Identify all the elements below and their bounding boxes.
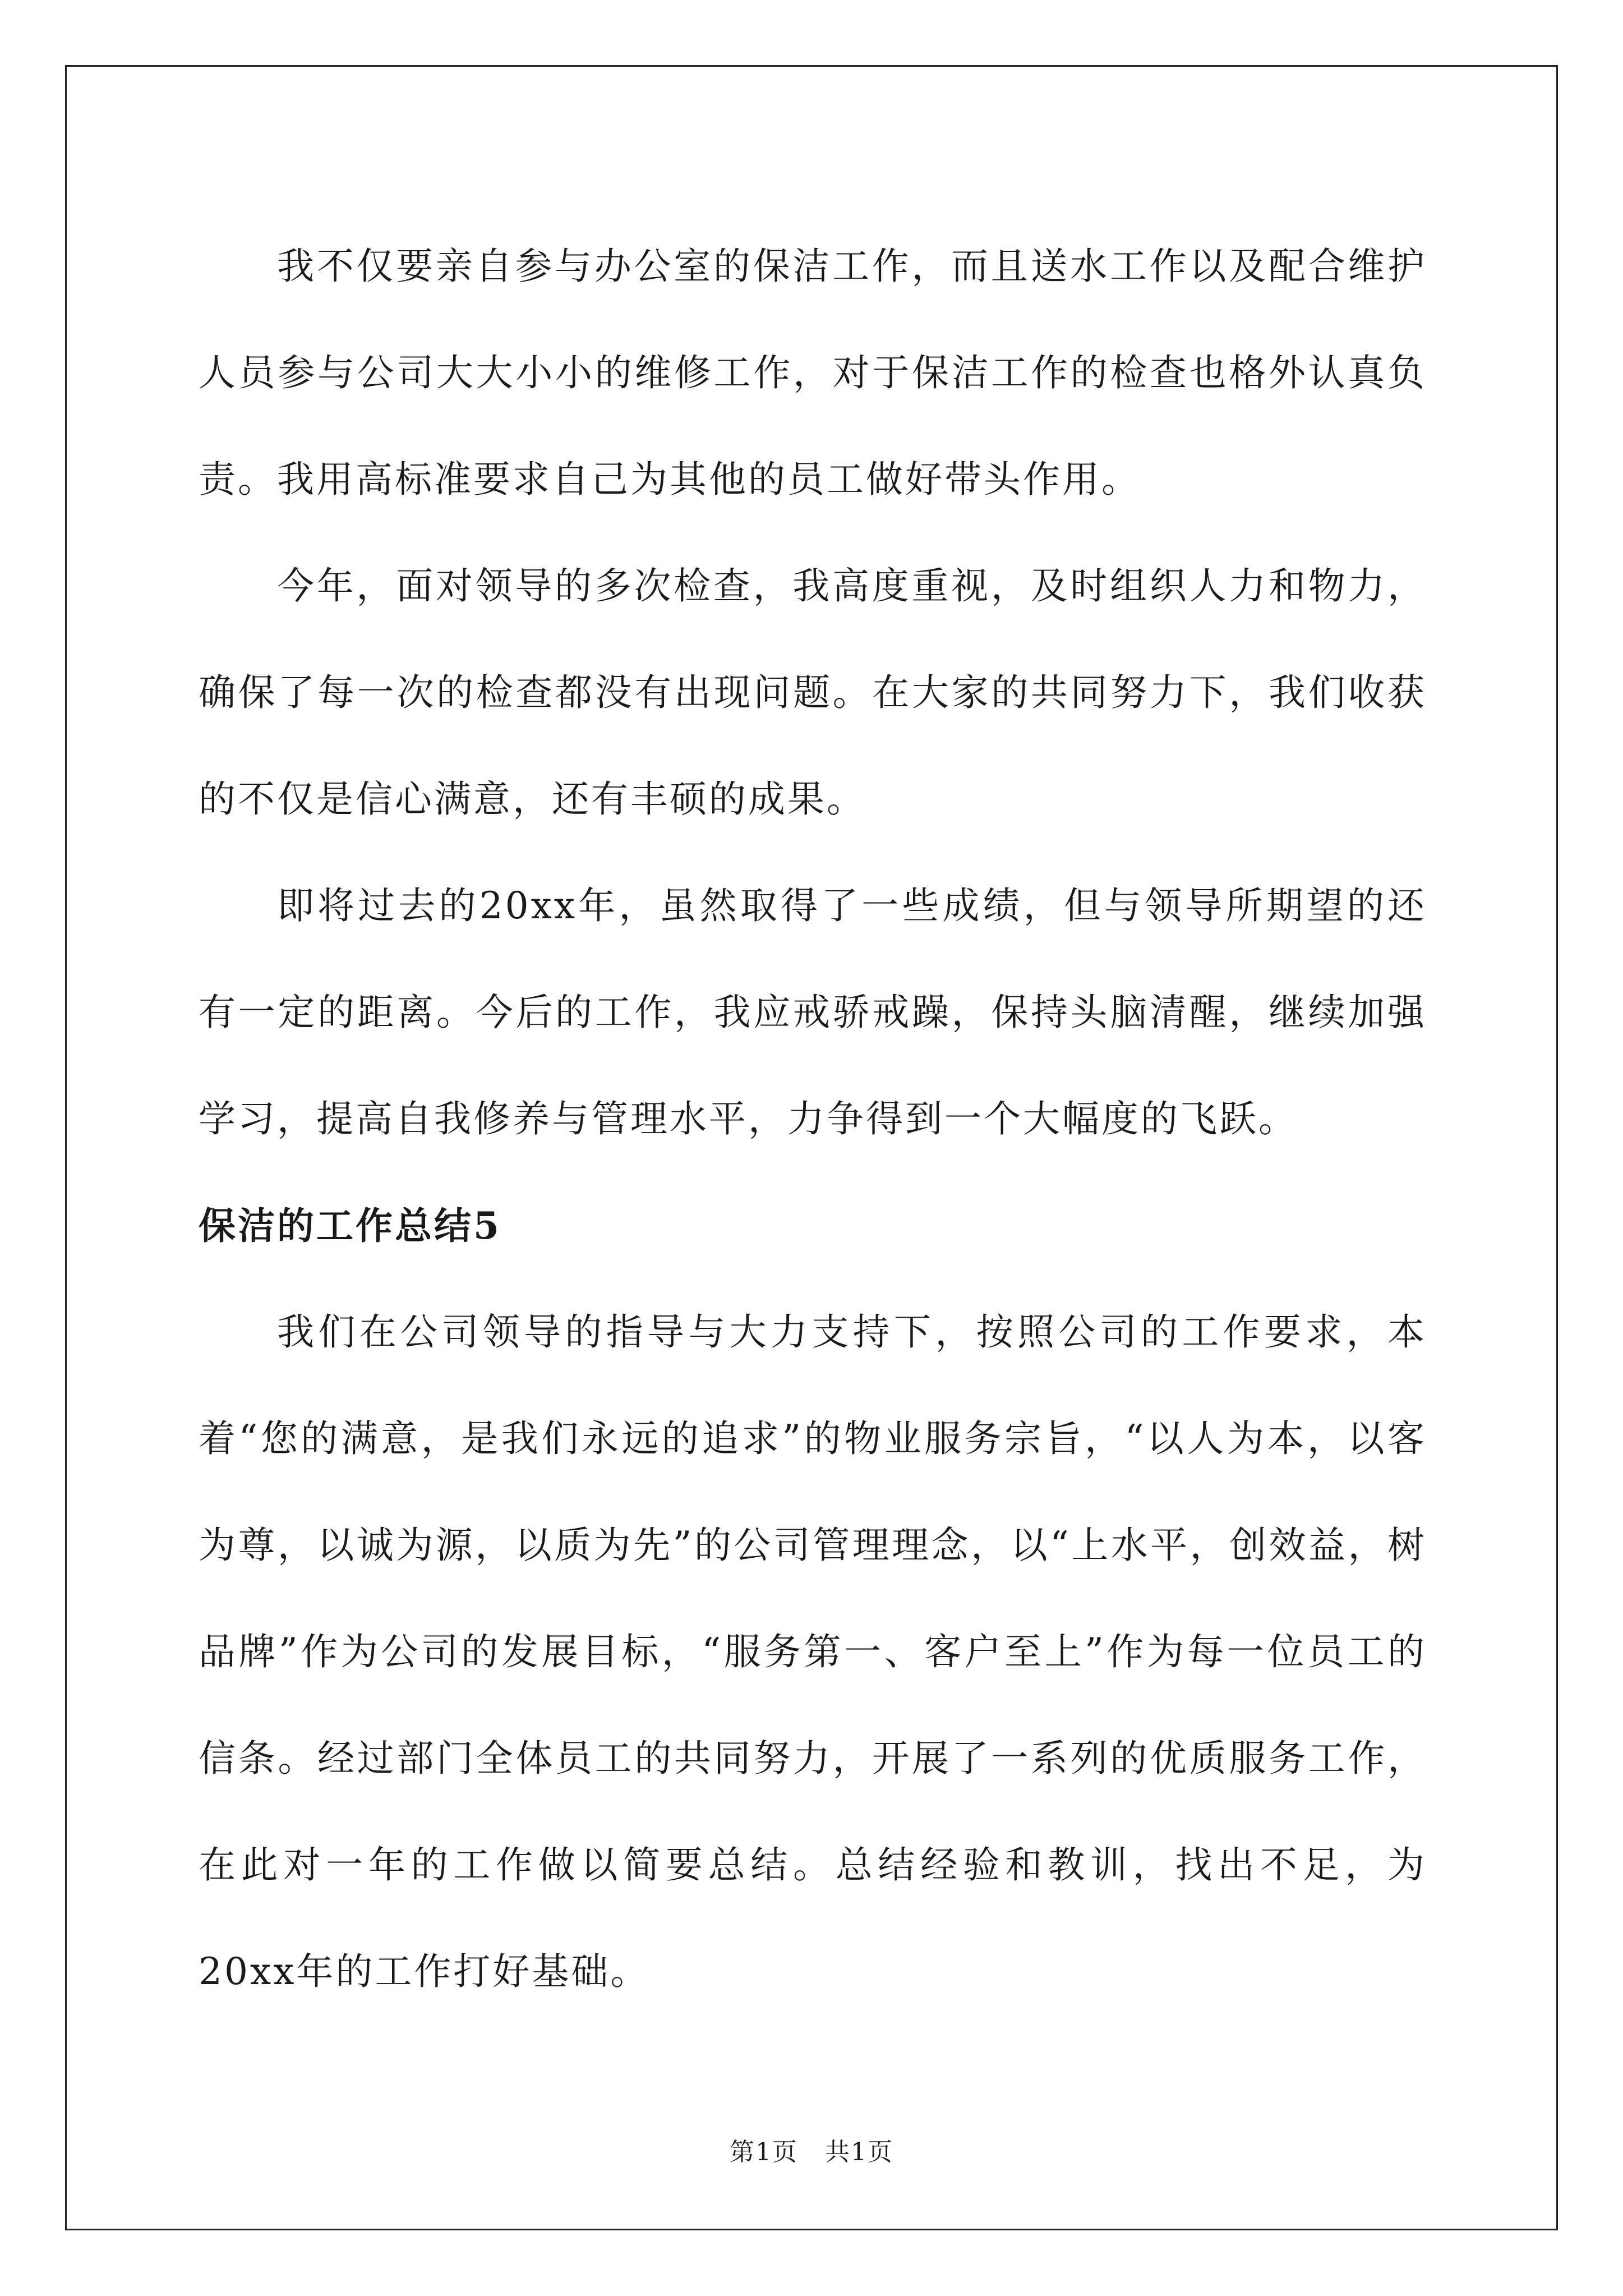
paragraph: 我不仅要亲自参与办公室的保洁工作，而且送水工作以及配合维护人员参与公司大大小小的维修工作，对于保洁工作的检查也格外认真负责。我用高标准要求自己为其他的员工做好带头作用。 bbox=[199, 245, 1427, 501]
page-number: 第1页 bbox=[730, 2138, 799, 2166]
paragraph: 我们在公司领导的指导与大力支持下，按照公司的工作要求，本着“您的满意，是我们永远的追求”的物业服务宗旨，“以人为本，以客为尊，以诚为源，以质为先”的公司管理理念，以“上水平，创效益，树品牌”作为公司的发展目标，“服务第一、客户至上”作为每一位员工的信条。经过部门全体员工的共同努力，开展了一系列的优质服务工作，在此对一年的工作做以简要总结。总结经验和教训，找出不足，为20xx年的工作打好基础。 bbox=[199, 1310, 1427, 1993]
page-total: 共1页 bbox=[824, 2138, 893, 2166]
document-body bbox=[199, 213, 1427, 2025]
section-heading: 保洁的工作总结5 bbox=[199, 1204, 501, 1248]
page-footer bbox=[0, 2132, 1623, 2168]
paragraph: 即将过去的20xx年，虽然取得了一些成绩，但与领导所期望的还有一定的距离。今后的工作，我应戒骄戒躁，保持头脑清醒，继续加强学习，提高自我修养与管理水平，力争得到一个大幅度的飞跃。 bbox=[199, 884, 1427, 1140]
paragraph: 今年，面对领导的多次检查，我高度重视，及时组织人力和物力，确保了每一次的检查都没有出现问题。在大家的共同努力下，我们收获的不仅是信心满意，还有丰硕的成果。 bbox=[199, 564, 1427, 821]
